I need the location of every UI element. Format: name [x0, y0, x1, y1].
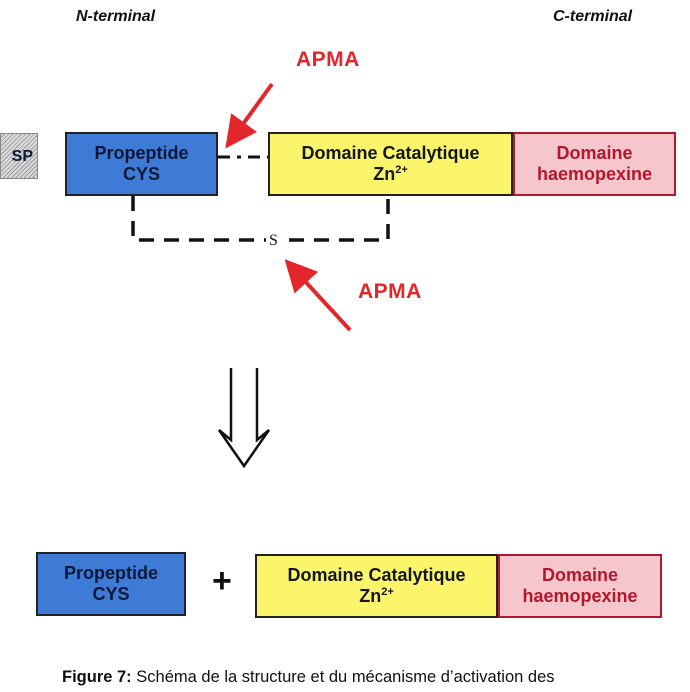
catalytic-domain-box [268, 132, 513, 196]
propeptide-label-after: Propeptide [63, 563, 158, 583]
apma-label-bottom: APMA [358, 280, 422, 303]
propeptide-cys-label-after: CYS [92, 584, 130, 604]
propeptide-label: Propeptide [94, 143, 189, 163]
haemopexine-domain-box [513, 132, 676, 196]
signal-peptide-box [0, 133, 38, 179]
disulfide-bridge [133, 196, 388, 240]
figure-caption-label: Figure 7: [62, 668, 132, 686]
propeptide-box-after [36, 552, 186, 616]
plus-sign: + [212, 562, 232, 600]
zinc-label-after: $Zn^{2+}$ [359, 586, 394, 606]
figure-caption-text: Schéma de la structure et du mécanisme d’activation des [136, 668, 555, 686]
transition-arrow-icon [219, 368, 269, 466]
sulfur-label: S [266, 232, 281, 250]
apma-arrow-top [230, 84, 272, 142]
n-terminal-label: N-terminal [76, 8, 156, 25]
zinc-label: $Zn^{2+}$ [373, 164, 408, 184]
figure-caption [62, 668, 555, 687]
catalytic-domain-box-after [255, 554, 498, 618]
haemopexine-name-label-after: haemopexine [522, 586, 638, 606]
apma-label-top: APMA [296, 48, 360, 71]
haemopexine-domain-box-after [498, 554, 662, 618]
apma-arrow-bottom [290, 265, 350, 330]
catalytic-domain-label-after: Domaine Catalytique [287, 565, 466, 585]
haemopexine-name-label: haemopexine [536, 164, 653, 184]
c-terminal-label: C-terminal [553, 8, 633, 25]
propeptide-box [65, 132, 218, 196]
propeptide-cys-label: CYS [122, 164, 160, 184]
haemopexine-label-after: Domaine [541, 565, 619, 585]
catalytic-domain-label: Domaine Catalytique [301, 143, 480, 163]
signal-peptide-label: SP [11, 147, 33, 165]
haemopexine-label: Domaine [556, 143, 633, 163]
